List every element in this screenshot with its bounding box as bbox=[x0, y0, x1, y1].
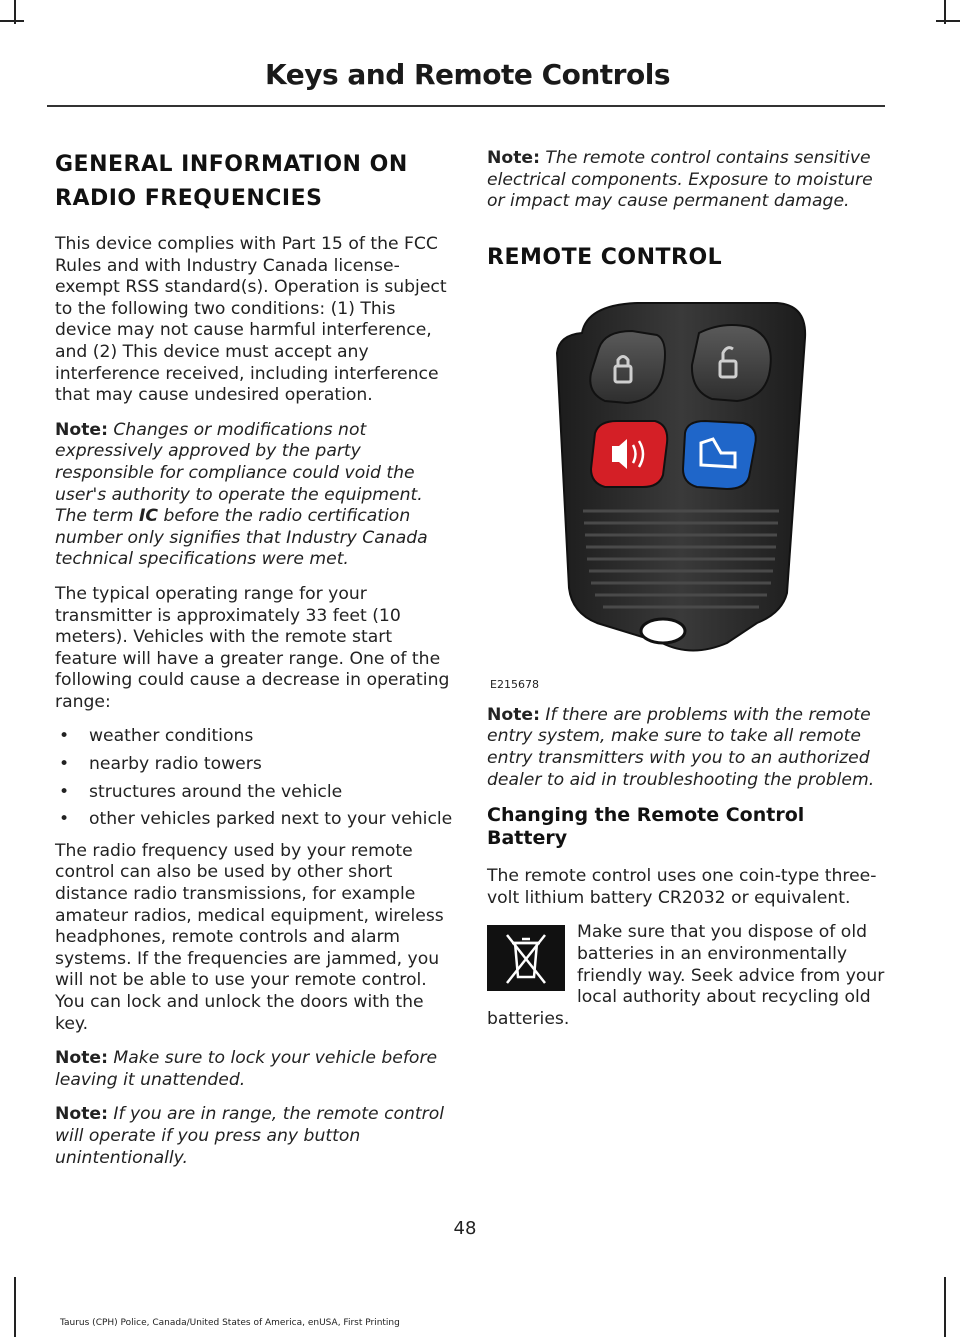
trunk-button bbox=[683, 421, 756, 489]
note-text: If there are problems with the remote entry system, make sure to take all remote entry transmitters with you to an authorized dealer to aid in troubleshooting the problem. bbox=[487, 704, 875, 790]
frequency-paragraph: The radio frequency used by your remote control can also be used by other short distance radio transmissions, for example amateur radios, medical equipment, wireless headphones, remote controls and alarm systems. If the frequencies are jammed, you will not be able to use your remote control. You can lock and unlock the doors with the key. bbox=[55, 840, 444, 1034]
remote-control-figure bbox=[487, 293, 887, 693]
footer-edition: Taurus (CPH) Police, Canada/United States of America, enUSA, First Printing bbox=[60, 1318, 400, 1328]
note-range bbox=[55, 1104, 455, 1169]
crop-mark bbox=[0, 20, 24, 22]
crop-mark bbox=[14, 1277, 16, 1337]
page-number: 48 bbox=[453, 1218, 477, 1239]
note-term: IC bbox=[139, 506, 159, 527]
note-label: Note: bbox=[487, 148, 540, 168]
intro-paragraph: This device complies with Part 15 of the FCC Rules and with Industry Canada license-exempt RSS standard(s). Operation is subject to the following two conditions: (1) This device may not cause harmful interference, and (2) This device must accept any interference received, including interference that may cause undesired operation. bbox=[55, 234, 447, 406]
note-text: Changes or modifications not expressively approved by the party responsible for compliance could void the user's authority to operate the equipment. The term bbox=[55, 419, 423, 527]
recycle-paragraph: Make sure that you dispose of old batteries in an environmentally friendly way. Seek advice from your local authority about recycling old batteries. bbox=[487, 922, 885, 1029]
list-item: • other vehicles parked next to your vehicle bbox=[55, 809, 455, 831]
note-label: Note: bbox=[487, 704, 540, 725]
section-heading-radio: GENERAL INFORMATION ON RADIO FREQUENCIES bbox=[55, 152, 408, 211]
note-sensitive bbox=[487, 148, 887, 213]
right-column bbox=[487, 148, 887, 1043]
note-text: before the radio certification number only signifies that Industry Canada technical specifications were met. bbox=[55, 506, 428, 570]
note-label: Note: bbox=[55, 1104, 108, 1125]
left-column bbox=[55, 148, 455, 1182]
battery-paragraph: The remote control uses one coin-type three-volt lithium battery CR2032 or equivalent. bbox=[487, 866, 877, 908]
page-header-title: Keys and Remote Controls bbox=[265, 58, 670, 91]
range-paragraph: The typical operating range for your transmitter is approximately 33 feet (10 meters). Vehicles with the remote start feature will have a greater range. One of the following could cause a decrease in operating range: bbox=[55, 583, 450, 712]
section-heading-remote: REMOTE CONTROL bbox=[487, 244, 723, 270]
list-item: • weather conditions bbox=[55, 726, 455, 748]
panic-button bbox=[591, 421, 667, 487]
figure-code: E215678 bbox=[490, 677, 539, 691]
crossed-bin-icon bbox=[487, 925, 565, 991]
key-fob-illustration bbox=[487, 293, 887, 693]
list-item: • nearby radio towers bbox=[55, 754, 455, 776]
subheading-battery: Changing the Remote Control Battery bbox=[487, 804, 805, 850]
crop-mark bbox=[944, 1277, 946, 1337]
note-problem bbox=[487, 705, 887, 791]
note-text: Make sure to lock your vehicle before leaving it unattended. bbox=[55, 1048, 438, 1090]
note-modifications bbox=[55, 420, 455, 571]
unlock-button bbox=[692, 325, 771, 401]
range-list bbox=[55, 726, 455, 830]
note-label: Note: bbox=[55, 419, 108, 440]
list-item: • structures around the vehicle bbox=[55, 782, 455, 804]
note-label: Note: bbox=[55, 1048, 108, 1069]
crop-mark bbox=[936, 20, 960, 22]
recycle-block bbox=[487, 922, 887, 1030]
note-text: The remote control contains sensitive electrical components. Exposure to moisture or impact may cause permanent damage. bbox=[487, 148, 873, 212]
note-lock bbox=[55, 1048, 455, 1091]
note-text: If you are in range, the remote control will operate if you press any button unintentionally. bbox=[55, 1104, 445, 1168]
header-rule bbox=[47, 105, 885, 107]
keyring-loop bbox=[641, 619, 685, 643]
